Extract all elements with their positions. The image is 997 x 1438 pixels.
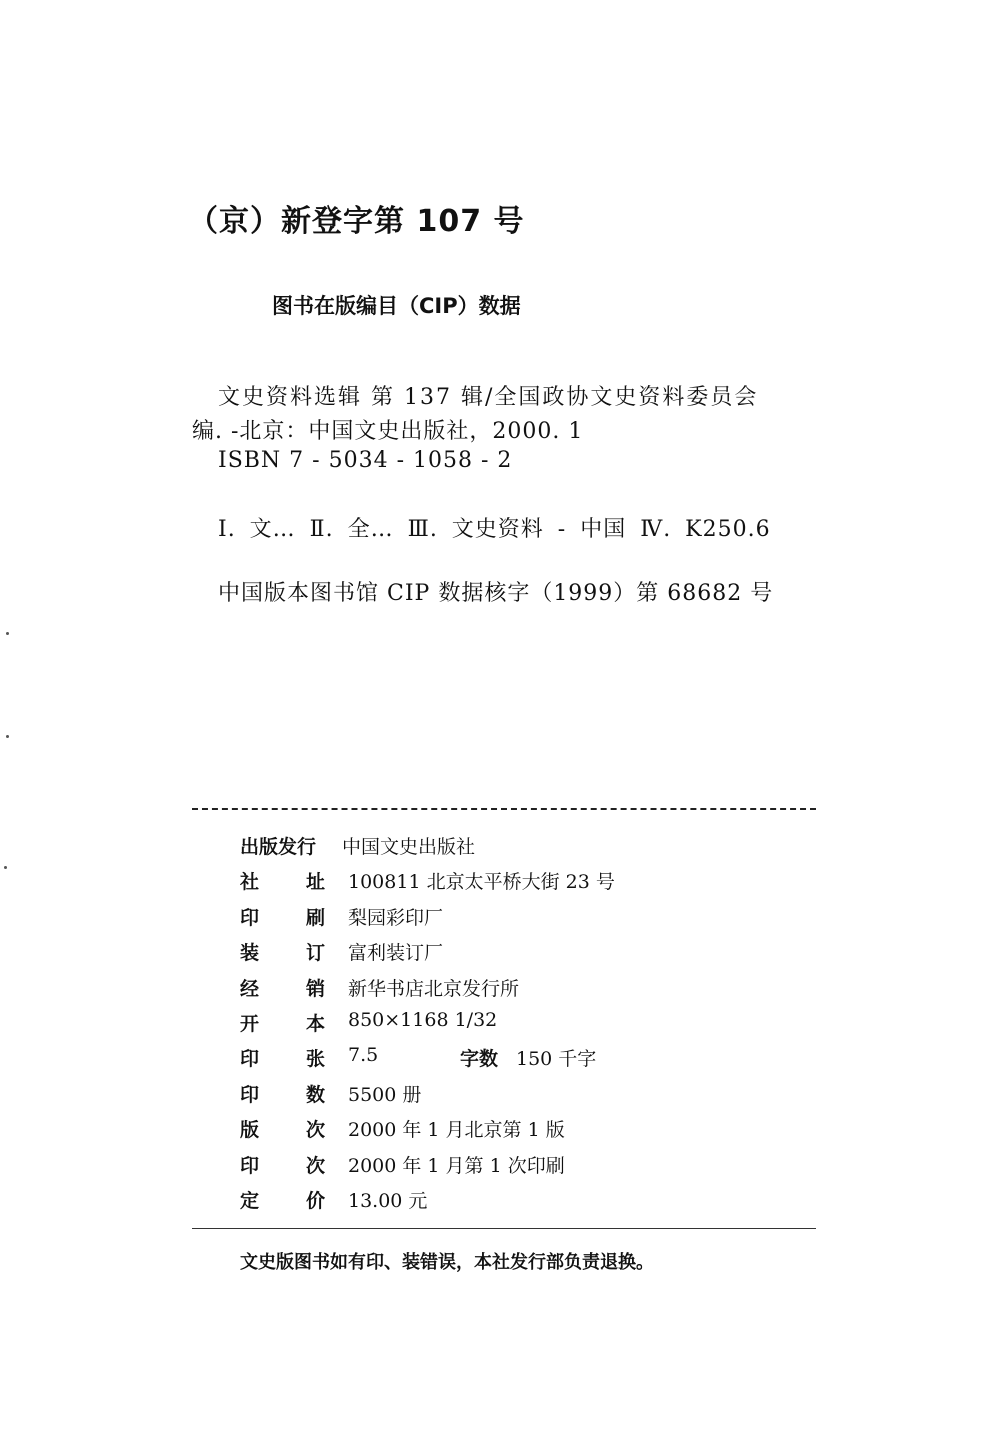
- cip-line-record-number: 中国版本图书馆 CIP 数据核字（1999）第 68682 号: [218, 581, 774, 606]
- word-count-label: 字数: [460, 1048, 499, 1071]
- row-label-a: 印: [240, 1083, 260, 1106]
- row-label-a: 装: [240, 942, 260, 965]
- row-label-a: 经: [240, 977, 260, 1000]
- row-label-b: 数: [306, 1083, 326, 1106]
- row-label: 出版发行: [240, 836, 317, 858]
- registration-number: （京）新登字第 107 号: [188, 204, 525, 239]
- row-value: 2000 年 1 月北京第 1 版: [348, 1119, 565, 1142]
- row-label-b: 订: [306, 942, 326, 965]
- row-value: 富利装订厂: [348, 942, 444, 965]
- row-label-b: 次: [306, 1119, 326, 1142]
- row-label-b: 张: [306, 1048, 326, 1071]
- row-label-a: 版: [240, 1119, 260, 1142]
- row-label-b: 销: [306, 977, 326, 1000]
- row-value: 中国文史出版社: [342, 836, 476, 858]
- scan-speck: [6, 735, 9, 738]
- scan-speck: [4, 866, 7, 869]
- row-value: 13.00 元: [348, 1189, 428, 1212]
- cip-line-isbn: ISBN 7 - 5034 - 1058 - 2: [218, 448, 513, 473]
- cip-line-subjects: Ⅰ. 文… Ⅱ. 全… Ⅲ. 文史资料 - 中国 Ⅳ. K250.6: [218, 517, 771, 542]
- row-value: 新华书店北京发行所: [348, 977, 520, 1000]
- row-label-b: 本: [306, 1012, 326, 1035]
- row-label-b: 刷: [306, 906, 326, 929]
- row-label-a: 印: [240, 906, 260, 929]
- cip-title: 图书在版编目（CIP）数据: [272, 294, 521, 318]
- row-value: 梨园彩印厂: [348, 906, 444, 929]
- row-value: 5500 册: [348, 1083, 422, 1106]
- cip-line-publisher: 编. -北京：中国文史出版社，2000. 1: [192, 419, 584, 444]
- row-label-b: 址: [306, 871, 326, 894]
- row-label-a: 印: [240, 1048, 260, 1071]
- divider-top: [192, 808, 816, 810]
- row-label-b: 价: [306, 1189, 326, 1212]
- row-label-b: 次: [306, 1154, 326, 1177]
- return-notice: 文史版图书如有印、装错误，本社发行部负责退换。: [240, 1252, 654, 1273]
- row-value: 100811 北京太平桥大街 23 号: [348, 871, 615, 894]
- row-value: 7.5: [348, 1044, 379, 1067]
- row-value: 850×1168 1/32: [348, 1008, 498, 1031]
- word-count-value: 150 千字: [516, 1048, 597, 1071]
- row-label-a: 社: [240, 871, 260, 894]
- cip-line-title: 文史资料选辑 第 137 辑/全国政协文史资料委员会: [218, 385, 759, 410]
- row-label-a: 定: [240, 1189, 260, 1212]
- row-value: 2000 年 1 月第 1 次印刷: [348, 1154, 565, 1177]
- divider-bottom: [192, 1228, 816, 1229]
- scan-speck: [6, 632, 9, 635]
- row-label-a: 开: [240, 1012, 260, 1035]
- row-label-a: 印: [240, 1154, 260, 1177]
